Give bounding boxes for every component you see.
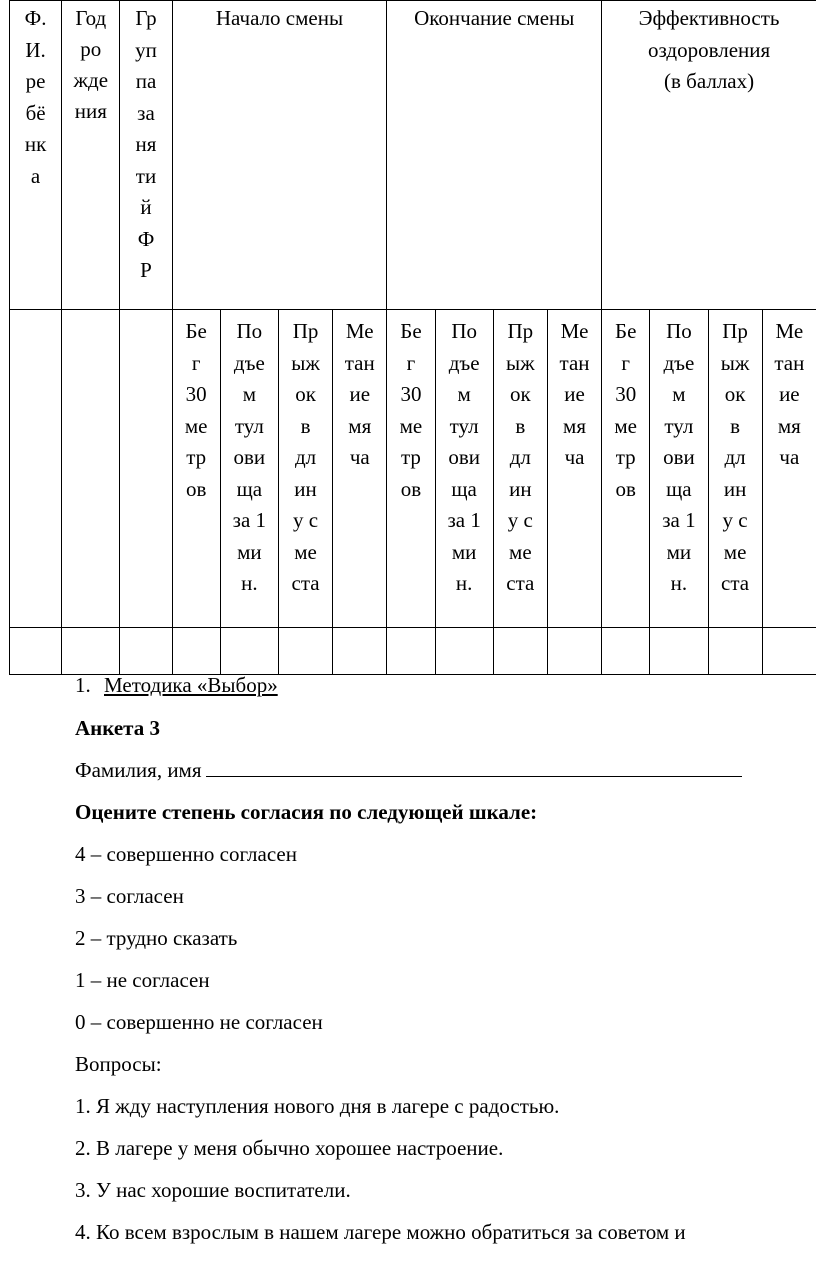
table-cell[interactable] [708, 628, 762, 675]
subheader-jump-end: Пр ыж ок в дл ин у с ме ста [493, 310, 547, 628]
table-cell [62, 310, 120, 628]
table-cell[interactable] [547, 628, 601, 675]
header-cell-year: Год ро жде ния [62, 1, 120, 310]
subheader-jump-start: Пр ыж ок в дл ин у с ме ста [278, 310, 332, 628]
subheader-throw-end: Ме тан ие мя ча [547, 310, 601, 628]
subheader-run-start: Бе г 30 ме тр ов [172, 310, 220, 628]
name-input-line[interactable] [206, 758, 742, 777]
subheader-jump-effect: Пр ыж ок в дл ин у с ме ста [708, 310, 762, 628]
scale-item: 1 – не согласен [75, 968, 210, 992]
table-cell[interactable] [10, 628, 62, 675]
fitness-table [9, 0, 816, 675]
table-cell [10, 310, 62, 628]
name-label: Фамилия, имя [75, 758, 202, 782]
table-cell[interactable] [762, 628, 816, 675]
subheader-pullup-effect: По дъе м тул ови ща за 1 ми н. [650, 310, 708, 628]
table-cell[interactable] [120, 628, 172, 675]
scale-heading: Оцените степень согласия по следующей шкале: [75, 800, 538, 824]
table-cell[interactable] [62, 628, 120, 675]
header-cell-group: Гр уп па за ня ти й Ф Р [120, 1, 172, 310]
question-item: 3. У нас хорошие воспитатели. [75, 1178, 351, 1202]
table-cell[interactable] [435, 628, 493, 675]
question-item: 1. Я жду наступления нового дня в лагере с радостью. [75, 1094, 560, 1118]
header-cell-effect: Эффективность оздоровления (в баллах) [602, 1, 816, 310]
header-cell-name: Ф. И. ре бё нк а [10, 1, 62, 310]
scale-item: 2 – трудно сказать [75, 926, 238, 950]
table-row [10, 628, 816, 675]
method-title: Методика «Выбор» [104, 673, 278, 697]
table-cell[interactable] [650, 628, 708, 675]
table-header-row [10, 1, 816, 310]
list-number: 1. [75, 673, 91, 697]
table-cell[interactable] [387, 628, 435, 675]
table-cell[interactable] [493, 628, 547, 675]
table-subheader-row [10, 310, 816, 628]
survey-title: Анкета 3 [75, 716, 160, 740]
subheader-pullup-end: По дъе м тул ови ща за 1 ми н. [435, 310, 493, 628]
question-item: 2. В лагере у меня обычно хорошее настроение. [75, 1136, 504, 1160]
subheader-throw-effect: Ме тан ие мя ча [762, 310, 816, 628]
subheader-pullup-start: По дъе м тул ови ща за 1 ми н. [220, 310, 278, 628]
name-field-row [75, 757, 742, 783]
scale-item: 4 – совершенно согласен [75, 842, 297, 866]
subheader-run-effect: Бе г 30 ме тр ов [602, 310, 650, 628]
table-cell[interactable] [602, 628, 650, 675]
header-cell-end: Окончание смены [387, 1, 602, 310]
method-list-item [75, 672, 278, 698]
table-cell[interactable] [278, 628, 332, 675]
header-cell-start: Начало смены [172, 1, 387, 310]
scale-item: 3 – согласен [75, 884, 184, 908]
table-cell[interactable] [220, 628, 278, 675]
table-cell [120, 310, 172, 628]
questions-label: Вопросы: [75, 1052, 162, 1076]
table-cell[interactable] [333, 628, 387, 675]
question-item: 4. Ко всем взрослым в нашем лагере можно обратиться за советом и [75, 1220, 686, 1244]
subheader-throw-start: Ме тан ие мя ча [333, 310, 387, 628]
subheader-run-end: Бе г 30 ме тр ов [387, 310, 435, 628]
scale-item: 0 – совершенно не согласен [75, 1010, 323, 1034]
table-cell[interactable] [172, 628, 220, 675]
